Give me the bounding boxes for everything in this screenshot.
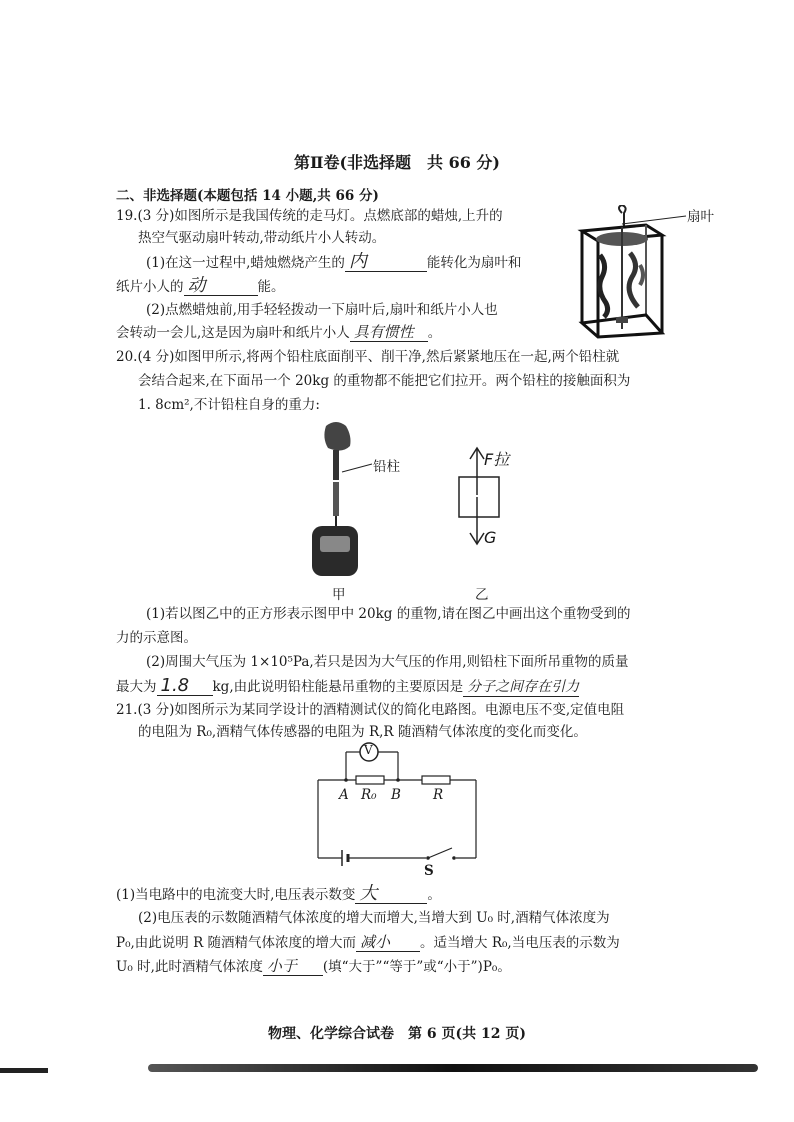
q19-line2: 热空气驱动扇叶转动,带动纸片小人转动。 bbox=[138, 230, 386, 246]
switch-label: S bbox=[424, 863, 434, 879]
q21-text: P₀,由此说明 R 随酒精气体浓度的增大而 bbox=[116, 935, 357, 951]
q20-line3: 1. 8cm²,不计铅柱自身的重力: bbox=[138, 397, 320, 413]
q19-line6 bbox=[116, 323, 441, 342]
q19-text: 能转化为扇叶和 bbox=[426, 255, 522, 271]
scan-edge-mark bbox=[0, 1068, 48, 1073]
voltmeter-label: V bbox=[364, 743, 373, 757]
force-up-label: F拉 bbox=[484, 450, 510, 469]
page-title: 第Ⅱ卷(非选择题 共 66 分) bbox=[293, 153, 501, 172]
q19-line3 bbox=[146, 253, 521, 272]
q20-line2: 会结合起来,在下面吊一个 20kg 的重物都不能把它们拉开。两个铅柱的接触面积为 bbox=[138, 373, 631, 389]
q20-p1a: (1)若以图乙中的正方形表示图甲中 20kg 的重物,请在图乙中画出这个重物受到的 bbox=[146, 606, 631, 622]
r0-label: R₀ bbox=[361, 787, 377, 803]
fan-blade-label: 扇叶 bbox=[687, 209, 714, 225]
q21-p2c bbox=[116, 957, 511, 976]
q19-answer-1[interactable]: 内 bbox=[345, 253, 427, 272]
force-down-label: G bbox=[484, 528, 497, 547]
q19-text: (1)在这一过程中,蜡烛燃烧产生的 bbox=[146, 255, 345, 271]
q19-line4 bbox=[116, 277, 285, 296]
q20-line1: 20.(4 分)如图甲所示,将两个铅柱底面削平、削干净,然后紧紧地压在一起,两个铅柱就 bbox=[116, 349, 620, 365]
q21-p2b bbox=[116, 933, 620, 952]
q19-line5: (2)点燃蜡烛前,用手轻轻拨动一下扇叶后,扇叶和纸片小人也 bbox=[146, 302, 498, 318]
q21-answer-1[interactable]: 大 bbox=[355, 885, 427, 904]
lead-cylinder-label: 铅柱 bbox=[373, 459, 400, 475]
scan-bottom-bar bbox=[148, 1064, 758, 1072]
figure-jia bbox=[300, 418, 380, 583]
q20-p1b: 力的示意图。 bbox=[116, 630, 197, 646]
q19-text: 会转动一会儿,这是因为扇叶和纸片小人 bbox=[116, 325, 350, 341]
circuit-diagram bbox=[310, 738, 485, 878]
figure-jia-caption: 甲 bbox=[332, 587, 346, 603]
page-footer: 物理、化学综合试卷 第 6 页(共 12 页) bbox=[268, 1026, 526, 1042]
q20-p2b bbox=[116, 677, 579, 697]
q20-answer-mass[interactable]: 1.8 bbox=[157, 677, 213, 696]
q19-line1: 19.(3 分)如图所示是我国传统的走马灯。点燃底部的蜡烛,上升的 bbox=[116, 208, 503, 224]
q21-answer-2[interactable]: 减小 bbox=[356, 933, 420, 952]
q19-text: 纸片小人的 bbox=[116, 279, 184, 295]
q19-answer-2[interactable]: 动 bbox=[184, 277, 258, 296]
q20-p2a: (2)周围大气压为 1×10⁵Pa,若只是因为大气压的作用,则铅柱下面所吊重物的质量 bbox=[146, 654, 629, 670]
q21-p2a: (2)电压表的示数随酒精气体浓度的增大而增大,当增大到 U₀ 时,酒精气体浓度为 bbox=[138, 910, 610, 926]
label-leader-line bbox=[620, 208, 690, 228]
r-label: R bbox=[433, 787, 444, 803]
node-b-label: B bbox=[391, 787, 401, 803]
section-heading: 二、非选择题(本题包括 14 小题,共 66 分) bbox=[116, 188, 379, 204]
q21-answer-3[interactable]: 小于 bbox=[263, 957, 323, 976]
q21-p1 bbox=[116, 885, 441, 904]
q19-text: 。 bbox=[427, 325, 442, 341]
q19-text: 能。 bbox=[257, 279, 285, 295]
figure-yi-caption: 乙 bbox=[475, 587, 489, 603]
q21-text: (填“大于”“等于”或“小于”)P₀。 bbox=[322, 959, 511, 975]
q21-text: 。适当增大 R₀,当电压表的示数为 bbox=[420, 935, 620, 951]
q21-text: 。 bbox=[427, 887, 441, 903]
q21-line2: 的电阻为 R₀,酒精气体传感器的电阻为 R,R 随酒精气体浓度的变化而变化。 bbox=[138, 724, 587, 740]
q19-answer-3[interactable]: 具有惯性 bbox=[350, 323, 428, 342]
q20-text: kg,由此说明铅柱能悬吊重物的主要原因是 bbox=[212, 679, 464, 695]
q21-text: U₀ 时,此时酒精气体浓度 bbox=[116, 959, 263, 975]
q20-answer-reason[interactable]: 分子之间存在引力 bbox=[463, 678, 579, 697]
q21-text: (1)当电路中的电流变大时,电压表示数变 bbox=[116, 887, 356, 903]
node-a-label: A bbox=[339, 787, 349, 803]
q21-line1: 21.(3 分)如图所示为某同学设计的酒精测试仪的简化电路图。电源电压不变,定值电阻 bbox=[116, 702, 625, 718]
q20-text: 最大为 bbox=[116, 679, 157, 695]
